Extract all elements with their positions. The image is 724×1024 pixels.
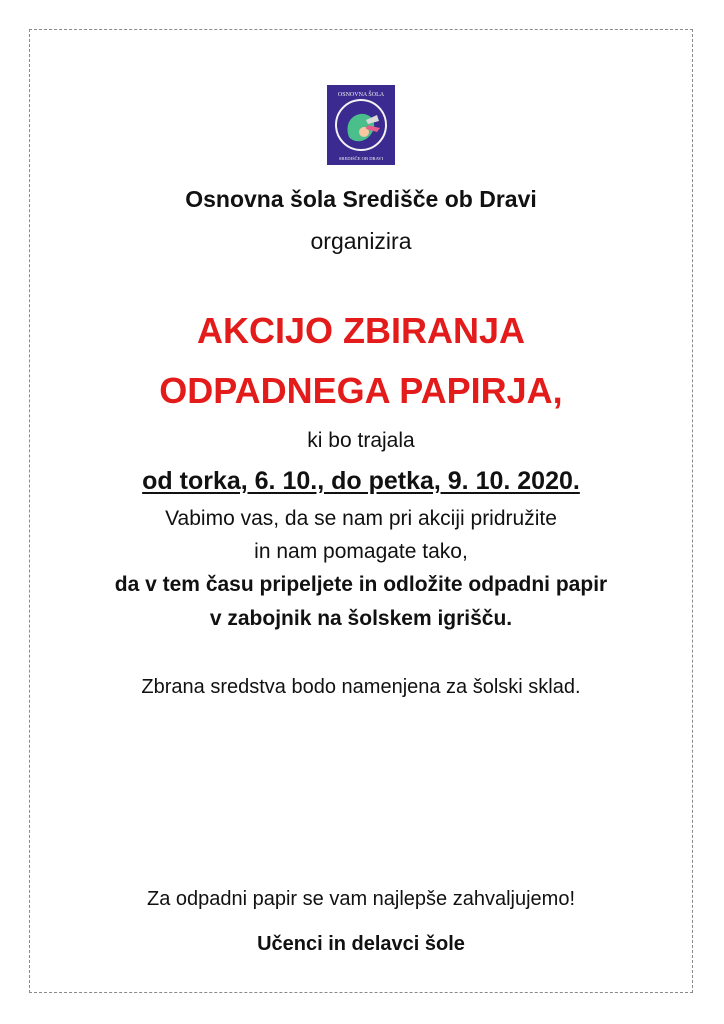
headline-line-1: AKCIJO ZBIRANJA — [196, 310, 526, 351]
instruction-line-2: v zabojnik na šolskem igrišču. — [209, 607, 513, 630]
headline-line-2: ODPADNEGA PAPIRJA, — [159, 370, 563, 411]
school-name: Osnovna šola Središče ob Dravi — [185, 186, 537, 212]
instruction-line-1: da v tem času pripeljete in odložite odpadni papir — [114, 573, 608, 596]
school-logo — [327, 85, 395, 165]
signature: Učenci in delavci šole — [257, 933, 465, 955]
organizer-text: organizira — [310, 228, 412, 254]
thanks-message: Za odpadni papir se vam najlepše zahvaljujemo! — [146, 888, 576, 910]
date-range: od torka, 6. 10., do petka, 9. 10. 2020. — [142, 467, 580, 495]
school-logo-emblem — [327, 85, 395, 165]
invite-line-2: in nam pomagate tako, — [254, 540, 468, 563]
duration-intro: ki bo trajala — [307, 429, 415, 452]
fund-note: Zbrana sredstva bodo namenjena za šolski sklad. — [141, 676, 581, 698]
logo-bottom-text: SREDIŠČE OB DRAVI — [338, 156, 384, 161]
logo-top-text: OSNOVNA ŠOLA — [337, 92, 385, 98]
invite-line-1: Vabimo vas, da se nam pri akciji pridružite — [165, 507, 557, 530]
